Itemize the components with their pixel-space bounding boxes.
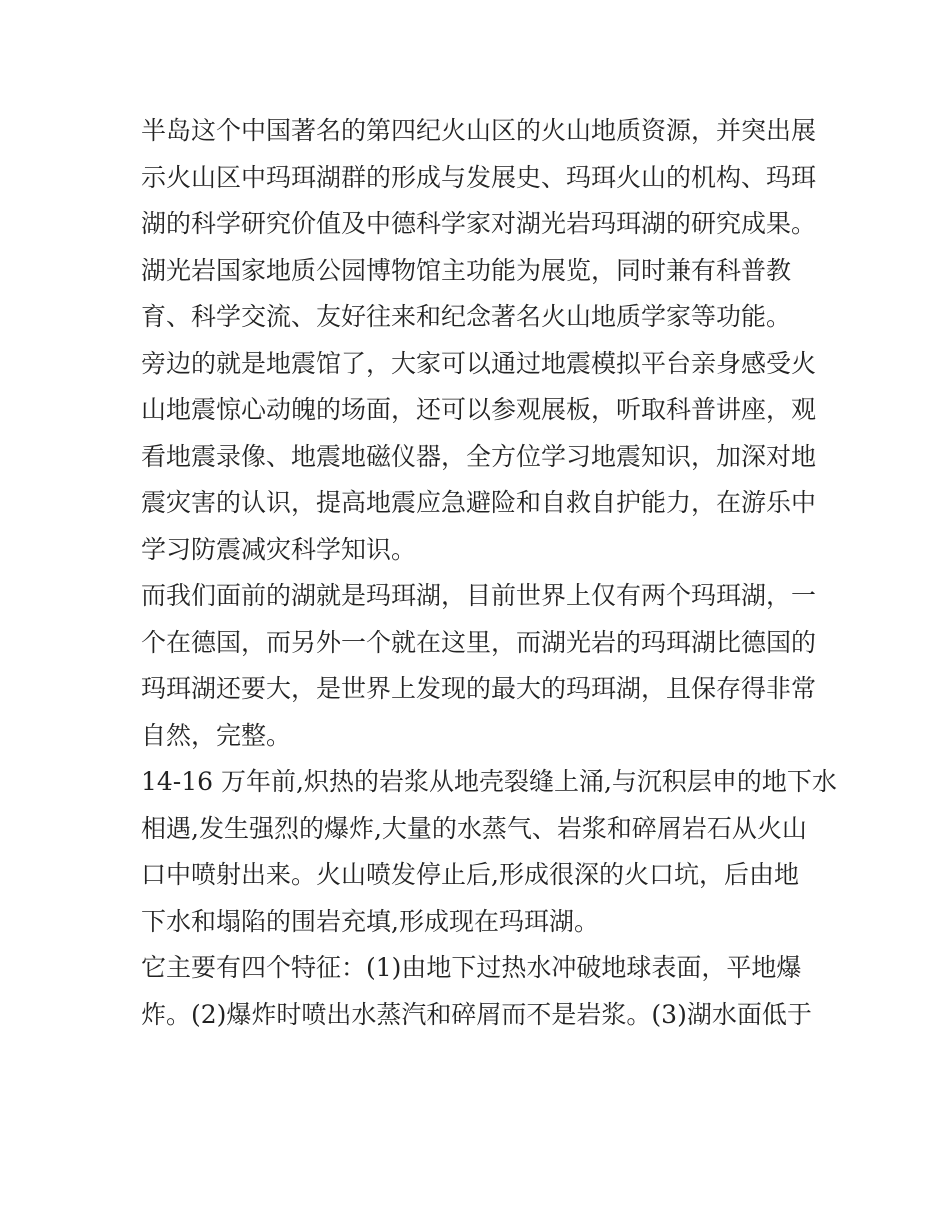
text-line: 旁边的就是地震馆了，大家可以通过地震模拟平台亲身感受火	[141, 348, 817, 378]
text-line: 湖光岩国家地质公园博物馆主功能为展览，同时兼有科普教	[141, 255, 792, 285]
text-line: 而我们面前的湖就是玛珥湖，目前世界上仅有两个玛珥湖，一	[141, 581, 817, 610]
text-line: 相遇,发生强烈的爆炸,大量的水蒸气、岩浆和碎屑岩石从火山	[141, 813, 807, 843]
text-line: 下水和塌陷的围岩充填,形成现在玛珥湖。	[141, 906, 599, 936]
text-line: 炸。(2)爆炸时喷出水蒸汽和碎屑而不是岩浆。(3)湖水面低于	[141, 999, 812, 1029]
text-line: 育、科学交流、友好往来和纪念著名火山地质学家等功能。	[141, 302, 792, 331]
text-line: 湖的科学研究价值及中德科学家对湖光岩玛珥湖的研究成果。	[141, 209, 817, 238]
text-line: 玛珥湖还要大，是世界上发现的最大的玛珥湖，且保存得非常	[141, 674, 817, 703]
text-line: 半岛这个中国著名的第四纪火山区的火山地质资源，并突出展	[141, 116, 817, 145]
text-line: 口中喷射出来。火山喷发停止后,形成很深的火口坑，后由地	[141, 860, 799, 889]
text-line: 个在德国，而另外一个就在这里，而湖光岩的玛珥湖比德国的	[141, 627, 817, 657]
text-line: 看地震录像、地震地磁仪器，全方位学习地震知识，加深对地	[141, 441, 817, 471]
text-line: 自然，完整。	[141, 720, 292, 750]
text-line: 震灾害的认识，提高地震应急避险和自救自护能力，在游乐中	[141, 488, 817, 517]
text-line: 学习防震减灾科学知识。	[141, 534, 417, 564]
text-line: 山地震惊心动魄的场面，还可以参观展板，听取科普讲座，观	[141, 395, 817, 424]
document-body	[141, 108, 837, 1038]
text-line: 它主要有四个特征：(1)由地下过热水冲破地球表面，平地爆	[141, 953, 802, 982]
text-line: 14-16 万年前,炽热的岩浆从地壳裂缝上涌,与沉积层申的地下水	[141, 767, 837, 796]
text-line: 示火山区中玛珥湖群的形成与发展史、玛珥火山的机构、玛珥	[141, 162, 817, 192]
